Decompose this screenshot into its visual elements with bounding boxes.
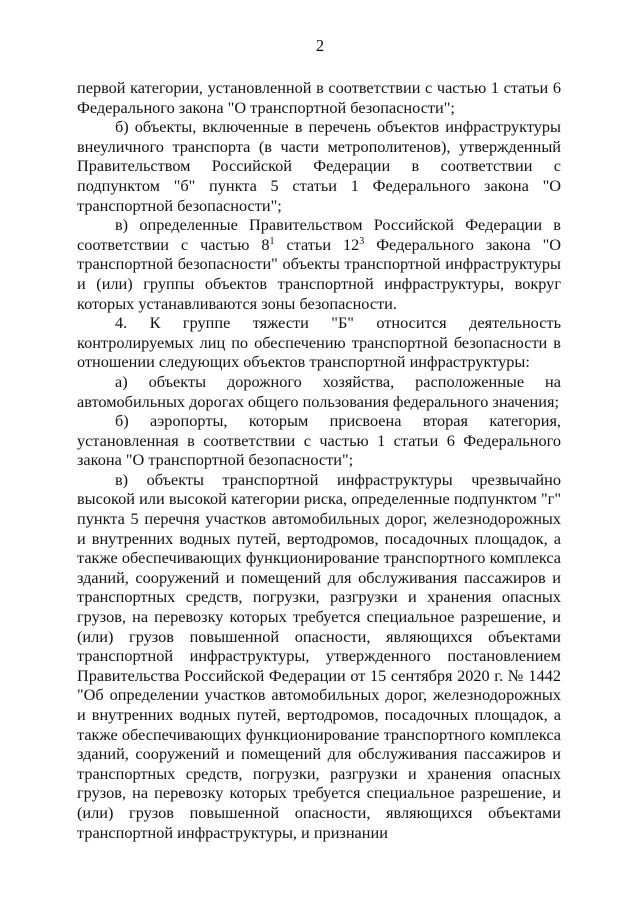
- document-body: [77, 78, 561, 842]
- paragraph-item-v-security-zones: [77, 215, 561, 313]
- text-segment: Федерального закона "О транспортной безопасности" объекты транспортной инфраструктуры и (или) группы объектов транспортной инфраструктуры, вокруг которых устанавливаются зоны безопасности.: [77, 234, 561, 313]
- text-segment: статьи 12: [274, 234, 360, 254]
- paragraph-point-4: 4. К группе тяжести "Б" относится деятельность контролируемых лиц по обеспечению транспортной безопасности в отношении следующих объектов транспортной инфраструктуры:: [77, 313, 561, 372]
- paragraph-item-v-high-risk-objects: в) объекты транспортной инфраструктуры чрезвычайно высокой или высокой категории риска, определенные подпунктом "г" пункта 5 перечня участков автомобильных дорог, железнодорожных и внутренних водных путей, вертодромов, посадочных площадок, а также обеспечивающих функционирование транспортного комплекса зданий, сооружений и помещений для обслуживания пассажиров и транспортных средств, погрузки, разгрузки и хранения опасных грузов, на перевозку которых требуется специальное разрешение, и (или) грузов повышенной опасности, являющихся объектами транспортной инфраструктуры, утвержденного постановлением Правительства Российской Федерации от 15 сентября 2020 г. № 1442 "Об определении участков автомобильных дорог, железнодорожных и внутренних водных путей, вертодромов, посадочных площадок, а также обеспечивающих функционирование транспортного комплекса зданий, сооружений и помещений для обслуживания пассажиров и транспортных средств, погрузки, разгрузки и хранения опасных грузов, на перевозку которых требуется специальное разрешение, и (или) грузов повышенной опасности, являющихся объектами транспортной инфраструктуры, и признании: [77, 469, 561, 842]
- paragraph-item-b-metro-objects: б) объекты, включенные в перечень объектов инфраструктуры внеуличного транспорта (в части метрополитенов), утвержденный Правительством Российской Федерации в соответствии с подпунктом "б" пункта 5 статьи 1 Федерального закона "О транспортной безопасности";: [77, 117, 561, 215]
- superscript-article-number: 3: [359, 235, 365, 247]
- paragraph-continuation: первой категории, установленной в соответствии с частью 1 статьи 6 Федерального закона "О транспортной безопасности";: [77, 78, 561, 117]
- superscript-part-number: 1: [269, 235, 275, 247]
- paragraph-item-a-road-objects: а) объекты дорожного хозяйства, расположенные на автомобильных дорогах общего пользования федерального значения;: [77, 371, 561, 411]
- text-segment: в) определенные Правительством Российской Федерации в соответствии с частью 8: [77, 215, 561, 254]
- paragraph-item-b-airports: б) аэропорты, которым присвоена вторая категория, установленная в соответствии с частью 1 статьи 6 Федерального закона "О транспортной безопасности";: [77, 411, 561, 470]
- page-number: 2: [315, 36, 325, 55]
